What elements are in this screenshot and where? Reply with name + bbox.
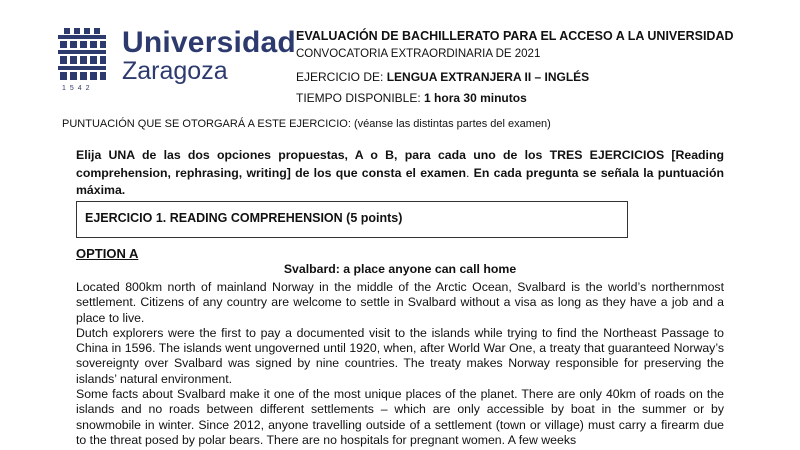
article-paragraph: Some facts about Svalbard make it one of the most unique places of the planet. There are only 40km of roads on the islands and no roads between different settlements – which are only accessible by boat in the summer or by snowmobile in winter. Since 2012, anyone travelling outside of a settlement (town or village) must carry a firearm due to the threat posed by polar bears. There are no hospitals for pregnant women. A few weeks (76, 387, 724, 447)
exam-time-label: TIEMPO DISPONIBLE: (296, 91, 421, 105)
exam-time (296, 91, 527, 106)
exam-title: EVALUACIÓN DE BACHILLERATO PARA EL ACCESO A LA UNIVERSIDAD (296, 29, 734, 43)
instructions-separator: . (466, 165, 470, 180)
scoring-note: PUNTUACIÓN QUE SE OTORGARÁ A ESTE EJERCICIO: (véanse las distintas partes del examen) (62, 118, 551, 130)
exam-subject (296, 70, 589, 85)
instructions-part2: En cada pregunta se señala la puntuación máxima. (76, 165, 724, 197)
article-paragraph: Dutch explorers were the first to pay a documented visit to the islands while trying to find the Northeast Passage to China in 1596. The islands went ungoverned until 1920, when, after World War One, a treaty that guaranteed Norway’s sovereignty over Svalbard was signed by nine countries. The treaty makes Norway responsible for preserving the islands’ natural environment. (76, 325, 724, 386)
exercise-heading-box (76, 201, 628, 238)
instructions-part1: Elija UNA de las dos opciones propuestas, A o B, para cada uno de los TRES EJERCICIOS [Reading comprehension, rephrasing, writing] de los que consta el examen (76, 148, 724, 180)
exercise-heading: EJERCICIO 1. READING COMPREHENSION (5 points) (85, 211, 403, 225)
exam-time-value: 1 hora 30 minutos (424, 91, 527, 105)
article-body (76, 280, 724, 448)
exam-convocatoria: CONVOCATORIA EXTRAORDINARIA DE 2021 (296, 48, 541, 60)
exam-subject-value: LENGUA EXTRANJERA II – INGLÉS (386, 70, 590, 84)
option-heading: OPTION A (76, 246, 139, 261)
exam-subject-label: EJERCICIO DE: (296, 70, 384, 84)
logo-city: Zaragoza (122, 57, 228, 85)
logo-year: 1542 (62, 85, 94, 92)
article-title: Svalbard: a place anyone can call home (283, 262, 517, 276)
logo-university: Universidad (122, 26, 296, 59)
exam-instructions (76, 147, 724, 200)
tower-emblem-icon (52, 26, 110, 84)
article-paragraph: Located 800km north of mainland Norway in the middle of the Arctic Ocean, Svalbard is the world’s northernmost settlement. Citizens of any country are welcome to settle in Svalbard without a visa as long as they have a job and a place to live. (76, 280, 724, 325)
university-logo (52, 26, 296, 98)
